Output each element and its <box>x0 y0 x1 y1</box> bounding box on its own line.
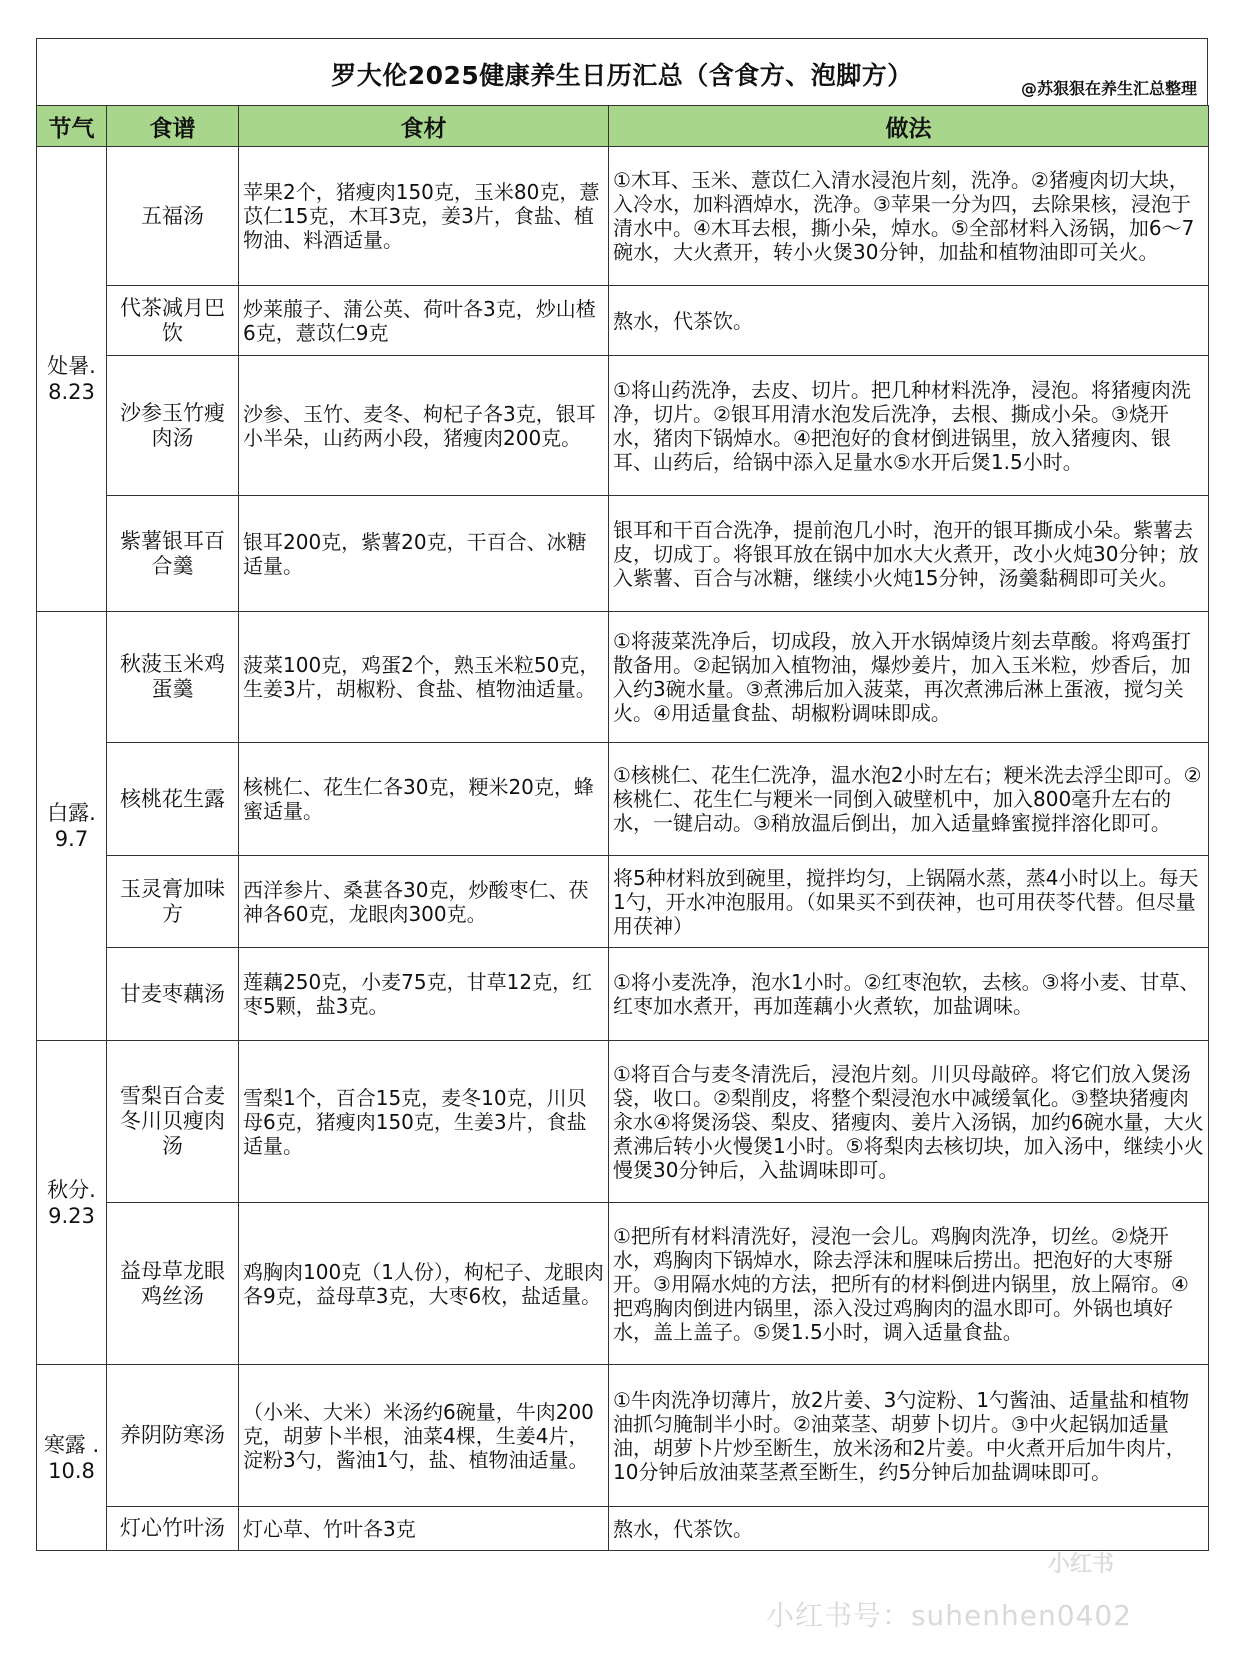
method-cell: ①将小麦洗净，泡水1小时。②红枣泡软，去核。③将小麦、甘草、红枣加水煮开，再加莲藕小火煮软，加盐调味。 <box>609 948 1209 1041</box>
method-cell: ①牛肉洗净切薄片，放2片姜、3勺淀粉、1勺酱油、适量盐和植物油抓匀腌制半小时。②油菜茎、胡萝卜切片。③中火起锅加适量油，胡萝卜片炒至断生，放米汤和2片姜。中火煮开后加牛肉片，10分钟后放油菜茎煮至断生，约5分钟后加盐调味即可。 <box>609 1365 1209 1507</box>
recipe-name: 养阴防寒汤 <box>107 1365 239 1507</box>
header-ingredients: 食材 <box>239 106 609 147</box>
recipe-name: 代茶减月巴饮 <box>107 286 239 356</box>
credit-label: @苏狠狠在养生汇总整理 <box>1020 79 1197 98</box>
method-cell: ①核桃仁、花生仁洗净，温水泡2小时左右；粳米洗去浮尘即可。②核桃仁、花生仁与粳米一同倒入破壁机中，加入800毫升左右的水，一键启动。③稍放温后倒出，加入适量蜂蜜搅拌溶化即可。 <box>609 743 1209 856</box>
method-cell: 银耳和干百合洗净，提前泡几小时，泡开的银耳撕成小朵。紫薯去皮，切成丁。将银耳放在锅中加水大火煮开，改小火炖30分钟；放入紫薯、百合与冰糖，继续小火炖15分钟，汤羹黏稠即可关火。 <box>609 496 1209 612</box>
ingredients-cell: 炒莱菔子、蒲公英、荷叶各3克，炒山楂6克，薏苡仁9克 <box>239 286 609 356</box>
method-cell: 熬水，代茶饮。 <box>609 286 1209 356</box>
header-term: 节气 <box>37 106 107 147</box>
table-row <box>37 496 1209 612</box>
table-row <box>37 356 1209 496</box>
method-cell: ①把所有材料清洗好，浸泡一会儿。鸡胸肉洗净，切丝。②烧开水，鸡胸肉下锅焯水，除去浮沫和腥味后捞出。把泡好的大枣掰开。③用隔水炖的方法，把所有的材料倒进内锅里，放上隔帘。④把鸡胸肉倒进内锅里，添入没过鸡胸肉的温水即可。外锅也填好水，盖上盖子。⑤煲1.5小时，调入适量食盐。 <box>609 1203 1209 1365</box>
recipe-name: 秋菠玉米鸡蛋羹 <box>107 612 239 743</box>
ingredients-cell: 核桃仁、花生仁各30克，粳米20克，蜂蜜适量。 <box>239 743 609 856</box>
recipe-name: 甘麦枣藕汤 <box>107 948 239 1041</box>
header-method: 做法 <box>609 106 1209 147</box>
table-row <box>37 1203 1209 1365</box>
recipe-name: 核桃花生露 <box>107 743 239 856</box>
header-row <box>37 106 1209 147</box>
table-row <box>37 948 1209 1041</box>
ingredients-cell: 苹果2个，猪瘦肉150克，玉米80克，薏苡仁15克，木耳3克，姜3片，食盐、植物油、料酒适量。 <box>239 147 609 286</box>
recipe-name: 紫薯银耳百合羹 <box>107 496 239 612</box>
recipe-name: 灯心竹叶汤 <box>107 1507 239 1551</box>
method-cell: 将5种材料放到碗里，搅拌均匀，上锅隔水蒸，蒸4小时以上。每天1勺，开水冲泡服用。（如果买不到茯神，也可用茯苓代替。但尽量用茯神） <box>609 856 1209 948</box>
ingredients-cell: 西洋参片、桑葚各30克，炒酸枣仁、茯神各60克，龙眼肉300克。 <box>239 856 609 948</box>
page-title: 罗大伦2025健康养生日历汇总（含食方、泡脚方） <box>331 61 913 90</box>
recipe-table <box>36 105 1209 1551</box>
table-row <box>37 1507 1209 1551</box>
watermark-text: 小红书号：suhenhen0402 <box>765 1599 1132 1632</box>
ingredients-cell: 银耳200克，紫薯20克，干百合、冰糖适量。 <box>239 496 609 612</box>
ingredients-cell: （小米、大米）米汤约6碗量，牛肉200克，胡萝卜半根，油菜4棵，生姜4片，淀粉3勺，酱油1勺，盐、植物油适量。 <box>239 1365 609 1507</box>
ingredients-cell: 灯心草、竹叶各3克 <box>239 1507 609 1551</box>
recipe-name: 益母草龙眼鸡丝汤 <box>107 1203 239 1365</box>
ingredients-cell: 雪梨1个，百合15克，麦冬10克，川贝母6克，猪瘦肉150克，生姜3片，食盐适量。 <box>239 1041 609 1203</box>
method-cell: 熬水，代茶饮。 <box>609 1507 1209 1551</box>
solar-term-cell: 白露. 9.7 <box>37 612 107 1041</box>
watermark-logo: 小红书 <box>1047 1552 1114 1577</box>
recipe-name: 五福汤 <box>107 147 239 286</box>
method-cell: ①木耳、玉米、薏苡仁入清水浸泡片刻，洗净。②猪瘦肉切大块，入冷水，加料酒焯水，洗净。③苹果一分为四，去除果核，浸泡于清水中。④木耳去根，撕小朵，焯水。⑤全部材料入汤锅，加6～7碗水，大火煮开，转小火煲30分钟，加盐和植物油即可关火。 <box>609 147 1209 286</box>
table-row <box>37 1365 1209 1507</box>
method-cell: ①将菠菜洗净后，切成段，放入开水锅焯烫片刻去草酸。将鸡蛋打散备用。②起锅加入植物油，爆炒姜片，加入玉米粒，炒香后，加入约3碗水量。③煮沸后加入菠菜，再次煮沸后淋上蛋液，搅匀关火。④用适量食盐、胡椒粉调味即成。 <box>609 612 1209 743</box>
ingredients-cell: 莲藕250克，小麦75克，甘草12克，红枣5颗，盐3克。 <box>239 948 609 1041</box>
recipe-name: 沙参玉竹瘦肉汤 <box>107 356 239 496</box>
table-row <box>37 856 1209 948</box>
ingredients-cell: 沙参、玉竹、麦冬、枸杞子各3克，银耳小半朵，山药两小段，猪瘦肉200克。 <box>239 356 609 496</box>
recipe-name: 雪梨百合麦冬川贝瘦肉汤 <box>107 1041 239 1203</box>
solar-term-cell: 秋分. 9.23 <box>37 1041 107 1365</box>
method-cell: ①将百合与麦冬清洗后，浸泡片刻。川贝母敲碎。将它们放入煲汤袋，收口。②梨削皮，将整个梨浸泡水中减缓氧化。③整块猪瘦肉汆水④将煲汤袋、梨皮、猪瘦肉、姜片入汤锅，加约6碗水量，大火煮沸后转小火慢煲1小时。⑤将梨肉去核切块，加入汤中，继续小火慢煲30分钟后，入盐调味即可。 <box>609 1041 1209 1203</box>
table-row <box>37 147 1209 286</box>
header-recipe: 食谱 <box>107 106 239 147</box>
method-cell: ①将山药洗净，去皮、切片。把几种材料洗净，浸泡。将猪瘦肉洗净，切片。②银耳用清水泡发后洗净，去根、撕成小朵。③烧开水，猪肉下锅焯水。④把泡好的食材倒进锅里，放入猪瘦肉、银耳、山药后，给锅中添入足量水⑤水开后煲1.5小时。 <box>609 356 1209 496</box>
table-row <box>37 743 1209 856</box>
table-row <box>37 612 1209 743</box>
title-bar <box>36 38 1208 105</box>
solar-term-cell: 处暑. 8.23 <box>37 147 107 612</box>
ingredients-cell: 菠菜100克，鸡蛋2个，熟玉米粒50克，生姜3片，胡椒粉、食盐、植物油适量。 <box>239 612 609 743</box>
solar-term-cell: 寒露 . 10.8 <box>37 1365 107 1551</box>
table-row <box>37 286 1209 356</box>
ingredients-cell: 鸡胸肉100克（1人份），枸杞子、龙眼肉各9克，益母草3克，大枣6枚，盐适量。 <box>239 1203 609 1365</box>
recipe-name: 玉灵膏加味方 <box>107 856 239 948</box>
table-row <box>37 1041 1209 1203</box>
calendar-sheet <box>36 38 1208 1551</box>
